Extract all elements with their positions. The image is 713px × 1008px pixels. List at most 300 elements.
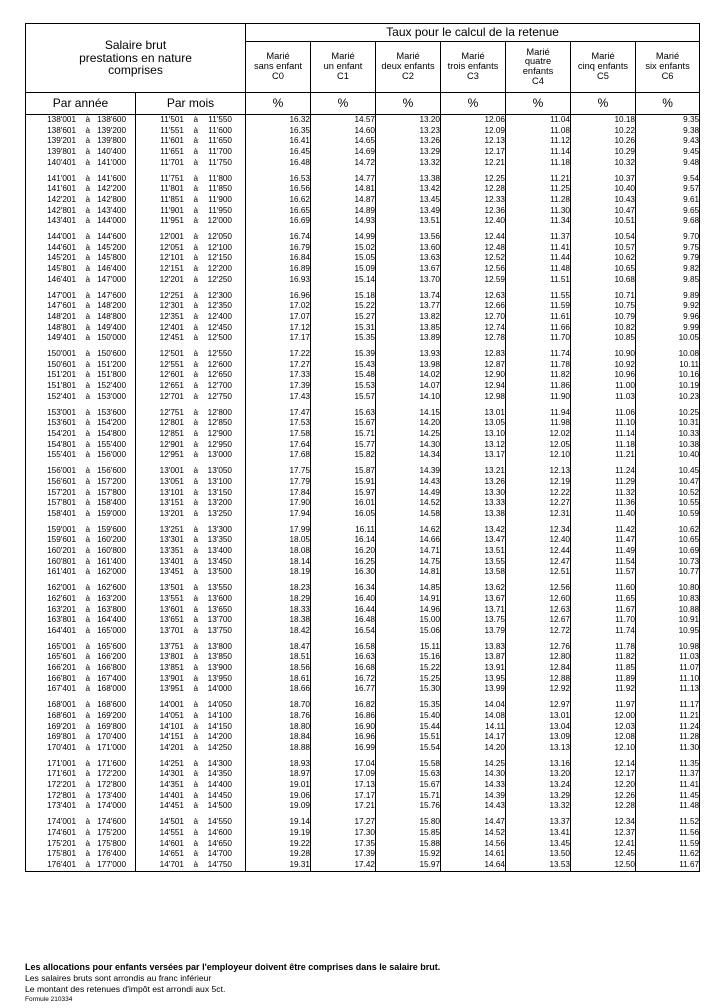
table-row (26, 557, 700, 568)
monthly-range-cell (136, 849, 246, 860)
rate-cell-c2: 14.91 (376, 594, 441, 605)
rate-cell-c5: 10.26 (571, 136, 636, 147)
rate-cell-c4: 12.34 (506, 525, 571, 536)
range-separator: à (85, 817, 90, 827)
rate-cell-c2: 14.39 (376, 466, 441, 477)
table-row (26, 743, 700, 754)
annual-range-cell (26, 333, 136, 344)
monthly-range-cell (136, 594, 246, 605)
range-separator: à (193, 147, 198, 157)
rate-cell-c0: 18.29 (246, 594, 311, 605)
range-separator: à (193, 652, 198, 662)
rate-cell-c0: 16.74 (246, 232, 311, 243)
rate-cell-c1: 15.02 (311, 243, 376, 254)
range-separator: à (193, 508, 198, 518)
range-separator: à (193, 216, 198, 226)
rate-cell-c4: 11.25 (506, 184, 571, 195)
footer-note-rounding-tax: Le montant des retenues d'impôt est arrondi aux 5ct. (25, 984, 226, 994)
monthly-to: 12'700 (207, 381, 232, 391)
rate-cell-c0: 18.51 (246, 652, 311, 663)
rate-cell-c6: 9.45 (636, 147, 700, 158)
monthly-from: 13'301 (159, 535, 184, 545)
rate-cell-c0: 18.56 (246, 663, 311, 674)
monthly-to: 12'050 (207, 232, 232, 242)
annual-range-cell (26, 828, 136, 839)
monthly-range-cell (136, 626, 246, 637)
monthly-range-cell (136, 418, 246, 429)
percent-header: % (636, 93, 700, 115)
annual-to: 170'400 (97, 732, 126, 742)
annual-from: 174'001 (47, 817, 76, 827)
rate-cell-c6: 10.38 (636, 440, 700, 451)
rate-cell-c0: 18.14 (246, 557, 311, 568)
rate-rows (26, 115, 700, 872)
rate-cell-c3: 13.51 (441, 546, 506, 557)
rate-cell-c4: 13.53 (506, 860, 571, 871)
rate-cell-c4: 11.30 (506, 206, 571, 217)
monthly-from: 14'151 (159, 732, 184, 742)
rate-cell-c5: 12.10 (571, 743, 636, 754)
rate-cell-c5: 12.45 (571, 849, 636, 860)
table-row (26, 206, 700, 217)
table-row (26, 583, 700, 594)
range-separator: à (193, 242, 198, 252)
rate-cell-c5: 11.60 (571, 583, 636, 594)
monthly-from: 13'951 (159, 684, 184, 694)
rate-cell-c3: 12.87 (441, 360, 506, 371)
range-separator: à (193, 391, 198, 401)
rate-cell-c0: 19.19 (246, 828, 311, 839)
annual-to: 150'000 (97, 333, 126, 343)
annual-range-cell (26, 801, 136, 812)
rate-cell-c5: 10.92 (571, 360, 636, 371)
rate-cell-c2: 13.67 (376, 264, 441, 275)
monthly-from: 14'201 (159, 742, 184, 752)
rate-cell-c3: 12.06 (441, 115, 506, 126)
column-header-c1 (311, 42, 376, 93)
monthly-to: 14'700 (207, 849, 232, 859)
table-row (26, 722, 700, 733)
annual-from: 140'401 (47, 157, 76, 167)
rate-cell-c6: 11.62 (636, 849, 700, 860)
rate-cell-c2: 15.67 (376, 780, 441, 791)
range-separator: à (85, 194, 90, 204)
rate-cell-c1: 14.57 (311, 115, 376, 126)
rate-cell-c0: 18.70 (246, 700, 311, 711)
rate-cell-c5: 12.00 (571, 711, 636, 722)
range-separator: à (193, 524, 198, 534)
rate-cell-c1: 15.35 (311, 333, 376, 344)
rate-cell-c6: 9.75 (636, 243, 700, 254)
rate-cell-c1: 17.35 (311, 839, 376, 850)
annual-from: 142'201 (47, 194, 76, 204)
rate-cell-c3: 12.28 (441, 184, 506, 195)
rate-cell-c3: 14.33 (441, 780, 506, 791)
range-separator: à (85, 700, 90, 710)
range-separator: à (85, 264, 90, 274)
monthly-range-cell (136, 652, 246, 663)
footer-note-allocations: Les allocations pour enfants versées par l'employeur doivent être comprises dans le salaire brut. (25, 962, 441, 972)
annual-from: 175'801 (47, 849, 76, 859)
annual-range-cell (26, 488, 136, 499)
monthly-range-cell (136, 440, 246, 451)
rate-cell-c1: 16.86 (311, 711, 376, 722)
range-separator: à (193, 274, 198, 284)
rate-cell-c6: 11.56 (636, 828, 700, 839)
monthly-to: 14'050 (207, 700, 232, 710)
monthly-to: 12'400 (207, 311, 232, 321)
column-header-line: C5 (597, 70, 609, 81)
rate-cell-c1: 15.09 (311, 264, 376, 275)
rate-cell-c1: 16.30 (311, 567, 376, 578)
rate-cell-c5: 10.85 (571, 333, 636, 344)
rate-cell-c6: 10.62 (636, 525, 700, 536)
monthly-from: 13'701 (159, 625, 184, 635)
monthly-from: 13'451 (159, 567, 184, 577)
range-separator: à (85, 439, 90, 449)
rate-cell-c3: 13.17 (441, 450, 506, 461)
rate-cell-c2: 14.71 (376, 546, 441, 557)
monthly-from: 12'601 (159, 370, 184, 380)
rate-cell-c3: 12.21 (441, 158, 506, 169)
rate-cell-c5: 12.20 (571, 780, 636, 791)
rate-cell-c6: 10.98 (636, 642, 700, 653)
annual-range-cell (26, 301, 136, 312)
range-separator: à (193, 535, 198, 545)
monthly-range-cell (136, 817, 246, 828)
annual-range-cell (26, 291, 136, 302)
rate-cell-c3: 13.12 (441, 440, 506, 451)
monthly-range-cell (136, 780, 246, 791)
annual-range-cell (26, 429, 136, 440)
rate-cell-c0: 17.99 (246, 525, 311, 536)
rate-cell-c5: 11.49 (571, 546, 636, 557)
range-separator: à (193, 673, 198, 683)
rate-cell-c4: 11.28 (506, 195, 571, 206)
table-row (26, 136, 700, 147)
rate-cell-c5: 10.43 (571, 195, 636, 206)
monthly-to: 14'500 (207, 801, 232, 811)
annual-range-cell (26, 392, 136, 403)
rate-cell-c0: 16.45 (246, 147, 311, 158)
rate-cell-c4: 11.44 (506, 253, 571, 264)
range-separator: à (193, 253, 198, 263)
rate-cell-c0: 17.90 (246, 498, 311, 509)
range-separator: à (193, 428, 198, 438)
annual-to: 144'000 (97, 216, 126, 226)
rate-cell-c6: 11.59 (636, 839, 700, 850)
range-separator: à (193, 790, 198, 800)
rate-cell-c6: 11.10 (636, 674, 700, 685)
table-row (26, 147, 700, 158)
annual-to: 159'600 (97, 524, 126, 534)
rate-cell-c2: 13.63 (376, 253, 441, 264)
monthly-to: 14'350 (207, 769, 232, 779)
annual-to: 145'800 (97, 253, 126, 263)
rate-cell-c2: 13.89 (376, 333, 441, 344)
rate-cell-c6: 10.65 (636, 535, 700, 546)
rate-cell-c5: 11.36 (571, 498, 636, 509)
monthly-from: 12'551 (159, 359, 184, 369)
per-year-header: Par année (26, 93, 136, 115)
range-separator: à (85, 311, 90, 321)
rate-cell-c0: 17.27 (246, 360, 311, 371)
monthly-from: 11'801 (160, 184, 184, 194)
monthly-range-cell (136, 333, 246, 344)
annual-range-cell (26, 663, 136, 674)
rate-cell-c6: 11.17 (636, 700, 700, 711)
rate-cell-c3: 13.33 (441, 498, 506, 509)
annual-to: 142'800 (97, 194, 126, 204)
rate-cell-c5: 10.54 (571, 232, 636, 243)
column-header-c5 (571, 42, 636, 93)
rate-cell-c2: 13.70 (376, 275, 441, 286)
rate-cell-c3: 13.30 (441, 488, 506, 499)
range-separator: à (193, 232, 198, 242)
annual-to: 159'000 (97, 508, 126, 518)
rate-cell-c6: 10.95 (636, 626, 700, 637)
column-header-line: Marié (331, 51, 355, 62)
rate-cell-c5: 10.32 (571, 158, 636, 169)
rate-cell-c0: 16.93 (246, 275, 311, 286)
rate-cell-c5: 11.82 (571, 652, 636, 663)
rate-cell-c0: 18.80 (246, 722, 311, 733)
rate-cell-c2: 13.45 (376, 195, 441, 206)
column-header-line: C3 (467, 70, 479, 81)
monthly-range-cell (136, 759, 246, 770)
table-row (26, 360, 700, 371)
range-separator: à (85, 205, 90, 215)
rate-cell-c2: 15.85 (376, 828, 441, 839)
column-header-c3 (441, 42, 506, 93)
rate-cell-c2: 15.71 (376, 791, 441, 802)
range-separator: à (85, 301, 90, 311)
table-row (26, 450, 700, 461)
range-separator: à (85, 147, 90, 157)
rate-cell-c3: 12.52 (441, 253, 506, 264)
table-row (26, 674, 700, 685)
annual-from: 166'201 (47, 663, 76, 673)
rate-cell-c5: 10.71 (571, 291, 636, 302)
monthly-to: 13'900 (207, 663, 232, 673)
rate-cell-c4: 13.13 (506, 743, 571, 754)
rate-cell-c4: 12.92 (506, 684, 571, 695)
rate-cell-c3: 12.33 (441, 195, 506, 206)
column-header-line: C1 (337, 70, 349, 81)
rate-cell-c3: 14.08 (441, 711, 506, 722)
rate-cell-c4: 11.70 (506, 333, 571, 344)
table-row (26, 488, 700, 499)
per-month-header: Par mois (136, 93, 246, 115)
rate-cell-c1: 14.65 (311, 136, 376, 147)
rate-cell-c1: 16.44 (311, 605, 376, 616)
rate-cell-c4: 13.37 (506, 817, 571, 828)
annual-range-cell (26, 216, 136, 227)
range-separator: à (193, 498, 198, 508)
rate-cell-c4: 11.82 (506, 370, 571, 381)
rate-cell-c2: 15.97 (376, 860, 441, 871)
rate-cell-c3: 14.17 (441, 732, 506, 743)
monthly-to: 12'350 (207, 301, 232, 311)
range-separator: à (193, 439, 198, 449)
rate-cell-c5: 11.03 (571, 392, 636, 403)
monthly-from: 12'951 (159, 450, 184, 460)
annual-from: 156'601 (47, 476, 76, 486)
annual-range-cell (26, 349, 136, 360)
annual-range-cell (26, 711, 136, 722)
rate-cell-c2: 14.43 (376, 477, 441, 488)
monthly-to: 12'250 (207, 274, 232, 284)
monthly-range-cell (136, 429, 246, 440)
salary-header (26, 24, 246, 93)
monthly-from: 14'601 (159, 838, 184, 848)
range-separator: à (85, 663, 90, 673)
monthly-from: 12'401 (159, 322, 184, 332)
annual-to: 151'800 (97, 370, 126, 380)
rate-cell-c2: 13.60 (376, 243, 441, 254)
annual-from: 163'801 (47, 615, 76, 625)
monthly-range-cell (136, 567, 246, 578)
rate-cell-c6: 10.52 (636, 488, 700, 499)
monthly-range-cell (136, 450, 246, 461)
monthly-range-cell (136, 360, 246, 371)
range-separator: à (193, 663, 198, 673)
rate-cell-c3: 12.63 (441, 291, 506, 302)
annual-from: 165'601 (47, 652, 76, 662)
annual-range-cell (26, 115, 136, 126)
rate-cell-c6: 10.11 (636, 360, 700, 371)
rate-cell-c4: 12.27 (506, 498, 571, 509)
table-row (26, 605, 700, 616)
rate-cell-c3: 13.95 (441, 674, 506, 685)
range-separator: à (85, 535, 90, 545)
rate-cell-c6: 11.48 (636, 801, 700, 812)
table-row (26, 535, 700, 546)
range-separator: à (193, 721, 198, 731)
annual-range-cell (26, 466, 136, 477)
rate-cell-c5: 10.29 (571, 147, 636, 158)
annual-range-cell (26, 136, 136, 147)
monthly-to: 14'100 (207, 710, 232, 720)
rate-cell-c4: 12.88 (506, 674, 571, 685)
monthly-to: 14'150 (207, 721, 232, 731)
rate-cell-c3: 14.61 (441, 849, 506, 860)
percent-header: % (311, 93, 376, 115)
annual-from: 170'401 (47, 742, 76, 752)
range-separator: à (193, 604, 198, 614)
annual-range-cell (26, 700, 136, 711)
rate-cell-c2: 15.00 (376, 615, 441, 626)
rate-cell-c5: 10.90 (571, 349, 636, 360)
range-separator: à (193, 290, 198, 300)
column-header-line: Marié (396, 51, 420, 62)
monthly-to: 12'100 (207, 242, 232, 252)
rate-cell-c2: 15.63 (376, 769, 441, 780)
table-row (26, 567, 700, 578)
monthly-to: 12'500 (207, 333, 232, 343)
rate-cell-c4: 12.47 (506, 557, 571, 568)
rate-cell-c6: 10.16 (636, 370, 700, 381)
rate-cell-c0: 17.68 (246, 450, 311, 461)
monthly-range-cell (136, 663, 246, 674)
rate-cell-c3: 14.64 (441, 860, 506, 871)
range-separator: à (85, 652, 90, 662)
column-header-line: Marié (591, 51, 615, 62)
annual-from: 164'401 (47, 625, 76, 635)
monthly-range-cell (136, 674, 246, 685)
rate-cell-c2: 14.75 (376, 557, 441, 568)
rate-cell-c1: 15.27 (311, 312, 376, 323)
rate-cell-c3: 12.09 (441, 126, 506, 137)
range-separator: à (85, 615, 90, 625)
salary-subtitle-1: prestations en nature (79, 50, 192, 65)
annual-to: 152'400 (97, 381, 126, 391)
range-separator: à (193, 817, 198, 827)
rate-cell-c0: 18.84 (246, 732, 311, 743)
rate-cell-c2: 14.25 (376, 429, 441, 440)
range-separator: à (193, 556, 198, 566)
rate-cell-c4: 11.59 (506, 301, 571, 312)
range-separator: à (193, 264, 198, 274)
range-separator: à (85, 274, 90, 284)
table-row (26, 333, 700, 344)
annual-to: 141'000 (97, 157, 126, 167)
rate-cell-c4: 12.76 (506, 642, 571, 653)
annual-to: 177'000 (97, 860, 126, 869)
rate-cell-c2: 15.54 (376, 743, 441, 754)
range-separator: à (85, 487, 90, 497)
monthly-from: 14'001 (159, 700, 184, 710)
annual-to: 156'600 (97, 466, 126, 476)
table-row (26, 349, 700, 360)
rate-cell-c3: 12.40 (441, 216, 506, 227)
rate-cell-c4: 12.97 (506, 700, 571, 711)
rate-cell-c2: 13.77 (376, 301, 441, 312)
monthly-to: 13'200 (207, 498, 232, 508)
rate-cell-c1: 15.43 (311, 360, 376, 371)
annual-range-cell (26, 567, 136, 578)
monthly-to: 14'600 (207, 827, 232, 837)
column-header-line: Marié (526, 46, 550, 57)
rate-cell-c0: 16.35 (246, 126, 311, 137)
range-separator: à (193, 349, 198, 359)
annual-range-cell (26, 557, 136, 568)
monthly-to: 14'400 (207, 780, 232, 790)
column-header-line: C4 (532, 75, 544, 86)
range-separator: à (85, 450, 90, 460)
rate-cell-c2: 15.30 (376, 684, 441, 695)
rate-cell-c4: 11.34 (506, 216, 571, 227)
rate-cell-c1: 16.48 (311, 615, 376, 626)
rate-cell-c5: 10.37 (571, 174, 636, 185)
range-separator: à (85, 173, 90, 183)
rate-cell-c0: 18.05 (246, 535, 311, 546)
rate-cell-c6: 11.07 (636, 663, 700, 674)
rate-cell-c6: 11.45 (636, 791, 700, 802)
rate-cell-c2: 15.44 (376, 722, 441, 733)
monthly-range-cell (136, 828, 246, 839)
monthly-from: 13'401 (159, 556, 184, 566)
rate-cell-c5: 10.40 (571, 184, 636, 195)
rate-cell-c5: 10.82 (571, 323, 636, 334)
monthly-to: 12'550 (207, 349, 232, 359)
monthly-to: 12'650 (207, 370, 232, 380)
table-row (26, 126, 700, 137)
annual-range-cell (26, 264, 136, 275)
annual-range-cell (26, 546, 136, 557)
monthly-to: 14'200 (207, 732, 232, 742)
rate-cell-c0: 17.84 (246, 488, 311, 499)
